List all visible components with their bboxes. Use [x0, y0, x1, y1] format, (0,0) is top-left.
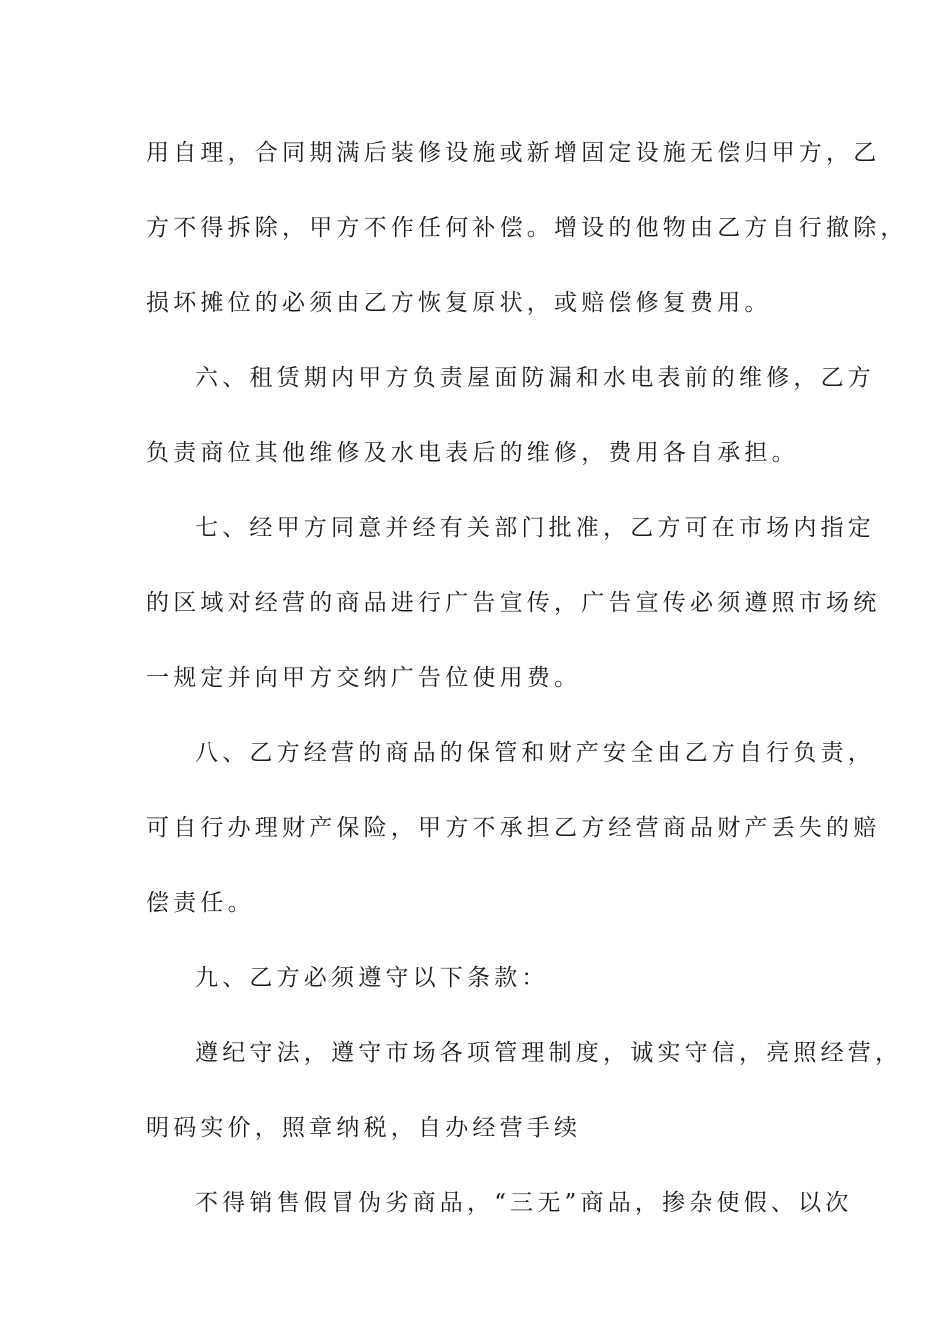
body-text-line: 偿责任。: [146, 890, 255, 916]
clause-9-item-line: 不得销售假冒伪劣商品，“三无”商品，掺杂使假、以次: [195, 1190, 853, 1216]
clause-9-item-line: 遵纪守法，遵守市场各项管理制度，诚实守信，亮照经营，: [195, 1040, 903, 1066]
clause-8-line: 八、乙方经营的商品的保管和财产安全由乙方自行负责，: [195, 740, 875, 766]
body-text-line: 明码实价，照章纳税，自办经营手续: [146, 1115, 582, 1141]
body-text-line: 负责商位其他维修及水电表后的维修，费用各自承担。: [146, 440, 799, 466]
body-text-line: 用自理，合同期满后装修设施或新增固定设施无偿归甲方，乙: [146, 140, 881, 166]
body-text-line: 损坏摊位的必须由乙方恢复原状，或赔偿修复费用。: [146, 290, 772, 316]
clause-7-line: 七、经甲方同意并经有关部门批准，乙方可在市场内指定: [195, 515, 875, 541]
body-text-line: 一规定并向甲方交纳广告位使用费。: [146, 665, 582, 691]
body-text-line: 可自行办理财产保险，甲方不承担乙方经营商品财产丢失的赔: [146, 815, 881, 841]
body-text-line: 方不得拆除，甲方不作任何补偿。增设的他物由乙方自行撤除，: [146, 215, 908, 241]
body-text-line: 的区域对经营的商品进行广告宣传，广告宣传必须遵照市场统: [146, 590, 881, 616]
clause-6-line: 六、租赁期内甲方负责屋面防漏和水电表前的维修，乙方: [195, 365, 875, 391]
clause-9-line: 九、乙方必须遵守以下条款：: [195, 965, 549, 991]
